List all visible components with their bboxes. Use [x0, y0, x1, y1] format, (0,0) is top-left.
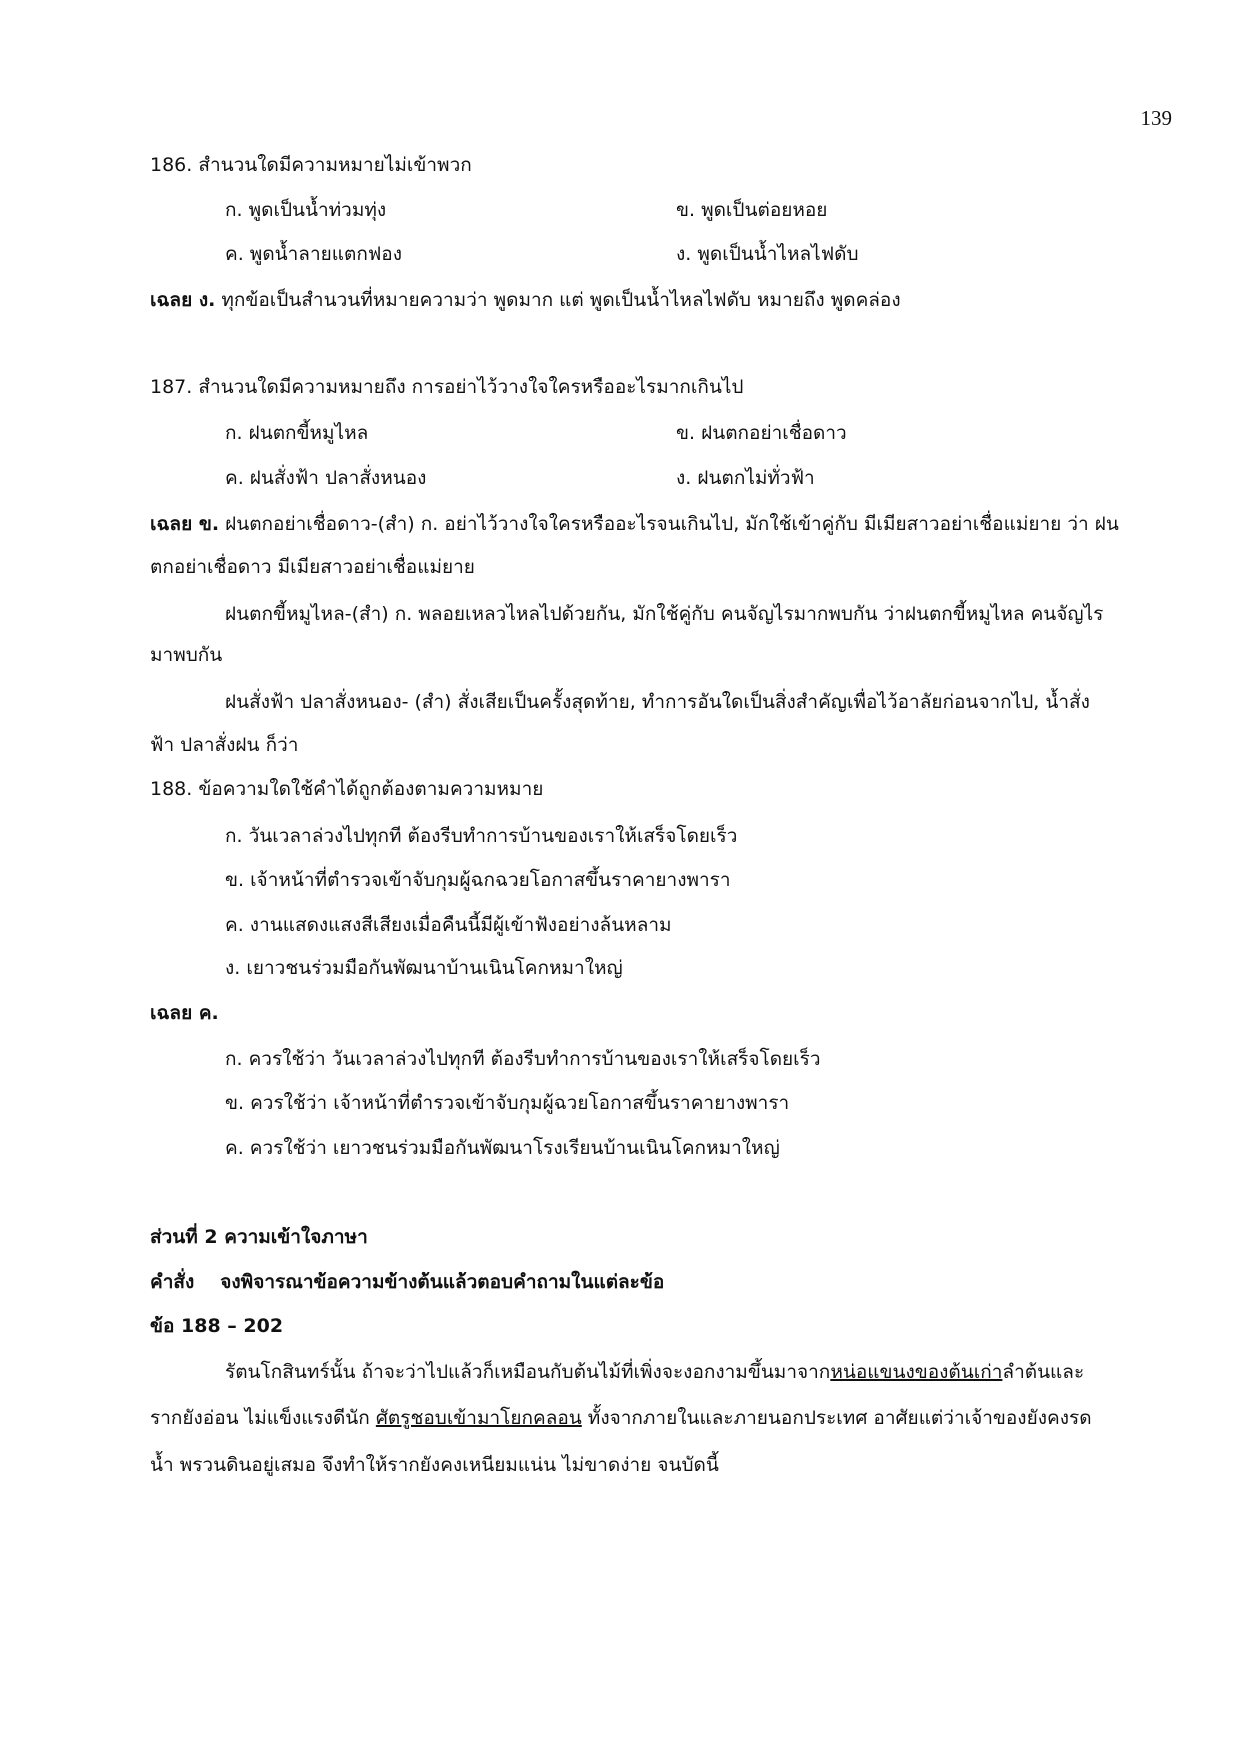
- passage-text: รากยังอ่อน ไม่แข็งแรงดีนัก: [150, 1407, 376, 1429]
- answer-label: เฉลย ข.: [150, 513, 220, 535]
- answer-187-line: ฟ้า ปลาสั่งฝน ก็ว่า: [150, 734, 299, 756]
- answer-label: เฉลย ง.: [150, 289, 216, 311]
- item-range: ข้อ 188 – 202: [150, 1315, 284, 1337]
- passage-text: ทั้งจากภายในและภายนอกประเทศ อาศัยแต่ว่าเจ้าของยังคงรด: [581, 1407, 1092, 1429]
- question-187: 187. สำนวนใดมีความหมายถึง การอย่าไว้วางใจใครหรืออะไรมากเกินไป: [150, 376, 744, 398]
- option-186-d: ง. พูดเป็นน้ำไหลไฟดับ: [676, 243, 859, 265]
- instruction-text: จงพิจารณาข้อความข้างต้นแล้วตอบคำถามในแต่ละข้อ: [220, 1271, 665, 1293]
- answer-187-line: มาพบกัน: [150, 644, 223, 666]
- passage-text: ลำต้นและ: [1002, 1361, 1085, 1383]
- passage-line: [150, 1405, 1092, 1431]
- answer-187: [150, 511, 1119, 537]
- option-187-c: ค. ฝนสั่งฟ้า ปลาสั่งหนอง: [225, 467, 427, 489]
- answer-188: [150, 1000, 219, 1026]
- option-186-a: ก. พูดเป็นน้ำท่วมทุ่ง: [225, 199, 387, 221]
- answer-text: ทุกข้อเป็นสำนวนที่หมายความว่า พูดมาก แต่ พูดเป็นน้ำไหลไฟดับ หมายถึง พูดคล่อง: [215, 289, 901, 311]
- instruction: [150, 1269, 664, 1295]
- correction-188-b: ข. ควรใช้ว่า เจ้าหน้าที่ตำรวจเข้าจับกุมผู้ฉวยโอกาสขึ้นราคายางพารา: [225, 1092, 790, 1114]
- option-186-b: ข. พูดเป็นต่อยหอย: [676, 199, 828, 221]
- passage-line: น้ำ พรวนดินอยู่เสมอ จึงทำให้รากยังคงเหนียมแน่น ไม่ขาดง่าย จนบัดนี้: [150, 1454, 719, 1476]
- question-188: 188. ข้อความใดใช้คำได้ถูกต้องตามความหมาย: [150, 778, 544, 800]
- option-188-c: ค. งานแสดงแสงสีเสียงเมื่อคืนนี้มีผู้เข้าฟังอย่างล้นหลาม: [225, 914, 672, 936]
- answer-186: [150, 287, 901, 313]
- instruction-label: คำสั่ง: [150, 1271, 195, 1293]
- option-187-a: ก. ฝนตกขี้หมูไหล: [225, 422, 369, 444]
- question-186: 186. สำนวนใดมีความหมายไม่เข้าพวก: [150, 154, 472, 176]
- answer-text: ฝนตกอย่าเชื่อดาว-(สำ) ก. อย่าไว้วางใจใครหรืออะไรจนเกินไป, มักใช้เข้าคู่กับ มีเมียสาวอย่าเชื่อแม่ยาย ว่า ฝน: [219, 513, 1119, 535]
- answer-187-line: ฝนตกขี้หมูไหล-(สำ) ก. พลอยเหลวไหลไปด้วยกัน, มักใช้คู่กับ คนจัญไรมากพบกัน ว่าฝนตกขี้หมูไหล คนจัญไร: [225, 603, 1104, 625]
- answer-label: เฉลย ค.: [150, 1002, 219, 1024]
- option-187-b: ข. ฝนตกอย่าเชื่อดาว: [676, 422, 847, 444]
- correction-188-a: ก. ควรใช้ว่า วันเวลาล่วงไปทุกที ต้องรีบทำการบ้านของเราให้เสร็จโดยเร็ว: [225, 1048, 821, 1070]
- option-188-a: ก. วันเวลาล่วงไปทุกที ต้องรีบทำการบ้านของเราให้เสร็จโดยเร็ว: [225, 825, 738, 847]
- correction-188-c: ค. ควรใช้ว่า เยาวชนร่วมมือกันพัฒนาโรงเรียนบ้านเนินโคกหมาใหญ่: [225, 1137, 780, 1159]
- option-186-c: ค. พูดน้ำลายแตกฟอง: [225, 243, 402, 265]
- answer-187-line: ตกอย่าเชื่อดาว มีเมียสาวอย่าเชื่อแม่ยาย: [150, 556, 475, 578]
- passage-text: รัตนโกสินทร์นั้น ถ้าจะว่าไปแล้วก็เหมือนกับต้นไม้ที่เพิ่งจะงอกงามขึ้นมาจาก: [225, 1361, 831, 1383]
- section-heading: ส่วนที่ 2 ความเข้าใจภาษา: [150, 1226, 368, 1248]
- answer-187-line: ฝนสั่งฟ้า ปลาสั่งหนอง- (สำ) สั่งเสียเป็นครั้งสุดท้าย, ทำการอันใดเป็นสิ่งสำคัญเพื่อไว้อาลัยก่อนจากไป, น้ำสั่ง: [225, 691, 1090, 713]
- underlined-phrase: หน่อแขนงของต้นเก่า: [830, 1361, 1003, 1383]
- underlined-phrase: ศัตรูชอบเข้ามาโยกคลอน: [375, 1407, 582, 1429]
- option-188-b: ข. เจ้าหน้าที่ตำรวจเข้าจับกุมผู้ฉกฉวยโอกาสขึ้นราคายางพารา: [225, 869, 731, 891]
- option-187-d: ง. ฝนตกไม่ทั่วฟ้า: [676, 467, 815, 489]
- page-number: 139: [1140, 106, 1172, 130]
- option-188-d: ง. เยาวชนร่วมมือกันพัฒนาบ้านเนินโคกหมาใหญ่: [225, 957, 623, 979]
- passage-line: [225, 1359, 1084, 1385]
